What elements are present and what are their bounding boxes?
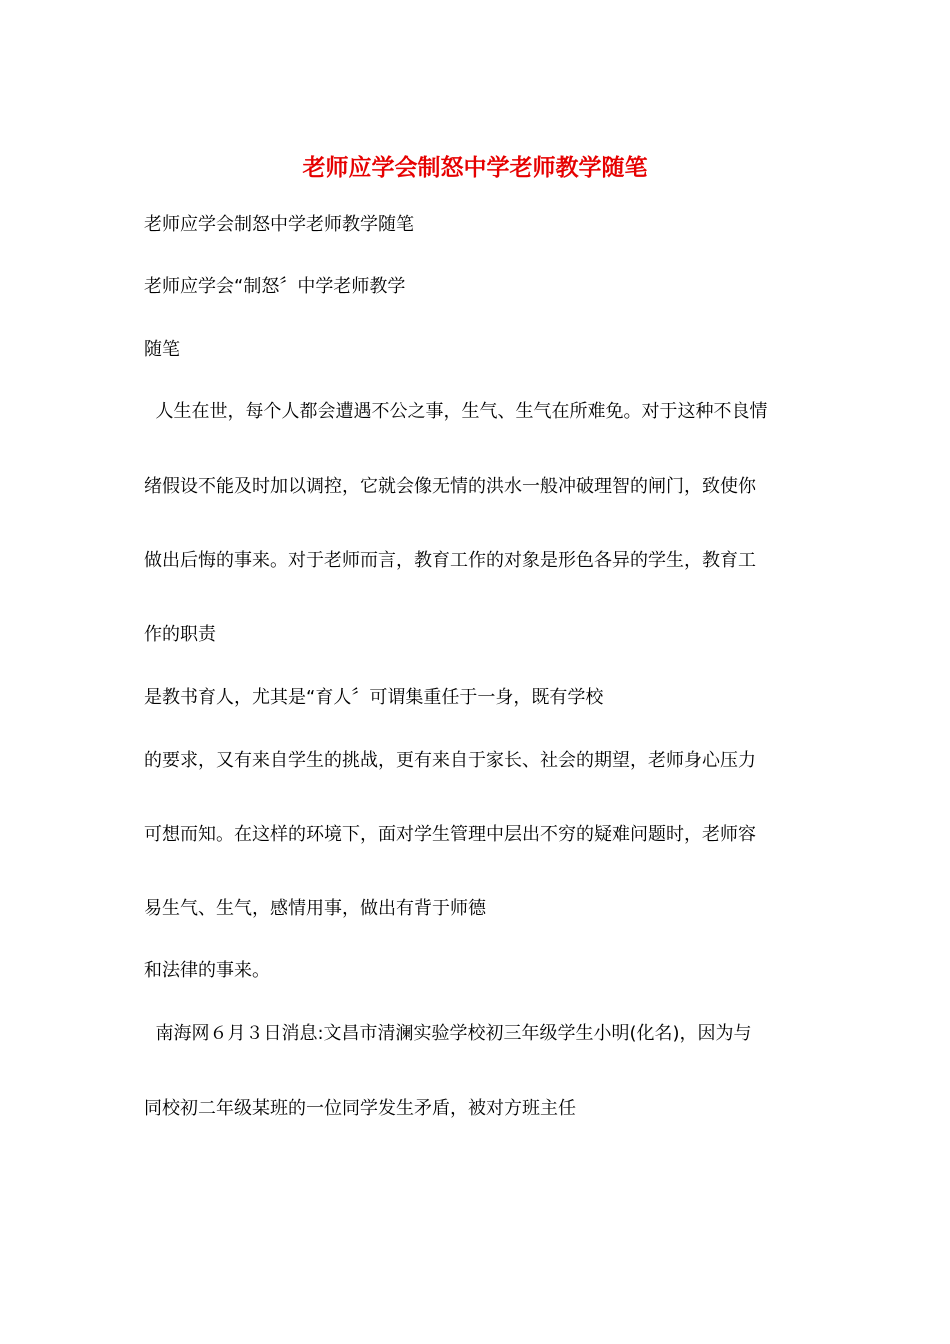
text-line: 同校初二年级某班的一位同学发生矛盾，被对方班主任 (144, 1098, 576, 1119)
text-line: 老师应学会制怒中学老师教学随笔 (144, 214, 414, 235)
text-line: 绪假设不能及时加以调控，它就会像无情的洪水一般冲破理智的闸门，致使你 (144, 476, 756, 497)
text-line: 可想而知。在这样的环境下，面对学生管理中层出不穷的疑难问题时，老师容 (144, 824, 756, 845)
text-line: 老师应学会“制怒〞中学老师教学 (144, 276, 406, 297)
text-line: 随笔 (144, 339, 180, 360)
text-line: 的要求，又有来自学生的挑战，更有来自于家长、社会的期望，老师身心压力 (144, 750, 756, 771)
text-line: 和法律的事来。 (144, 960, 270, 981)
text-line: 做出后悔的事来。对于老师而言，教育工作的对象是形色各异的学生，教育工 (144, 550, 756, 571)
text-line: 人生在世，每个人都会遭遇不公之事，生气、生气在所难免。对于这种不良情 (144, 401, 768, 422)
text-line: 是教书育人，尤其是“育人〞可谓集重任于一身，既有学校 (144, 687, 604, 708)
document-title: 老师应学会制怒中学老师教学随笔 (302, 154, 648, 181)
text-line: 作的职责 (144, 624, 216, 645)
text-line: 南海网６月３日消息:文昌市清澜实验学校初三年级学生小明(化名)，因为与 (144, 1023, 752, 1044)
text-line: 易生气、生气，感情用事，做出有背于师德 (144, 898, 486, 919)
